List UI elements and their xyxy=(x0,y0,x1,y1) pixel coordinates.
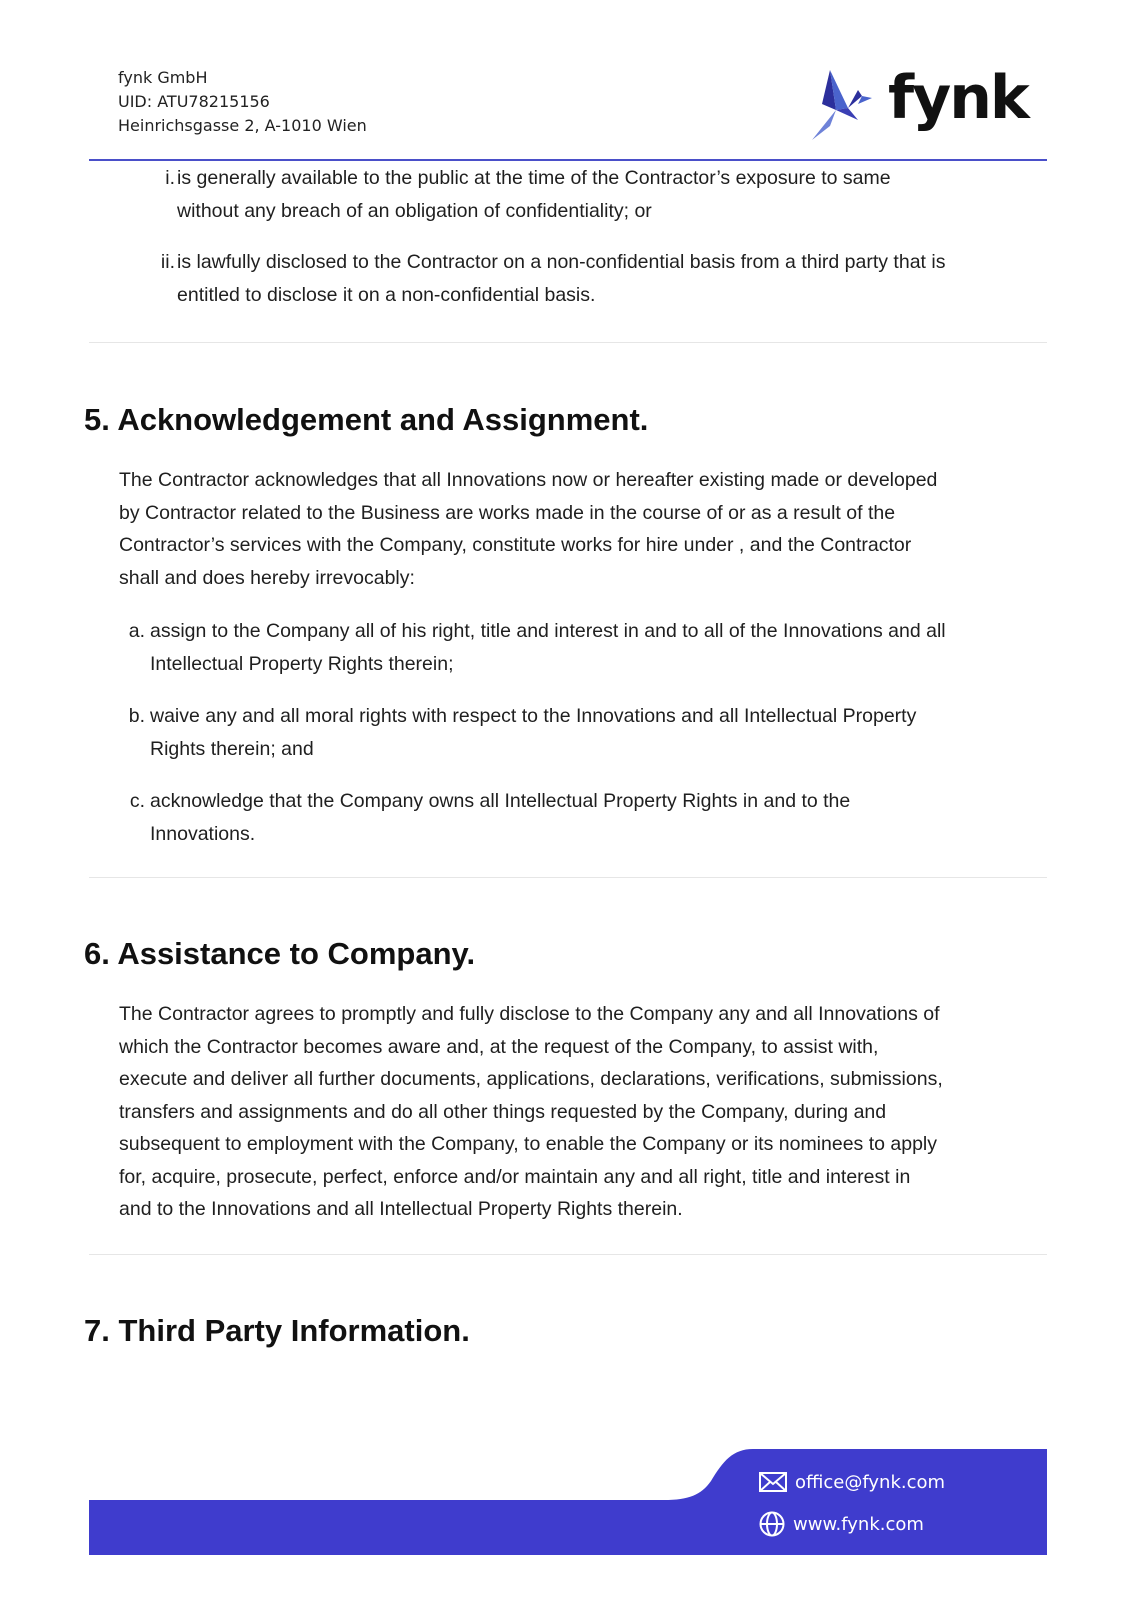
company-address: Heinrichsgasse 2, A-1010 Wien xyxy=(118,116,367,135)
section-heading: 6. Assistance to Company. xyxy=(84,936,476,971)
list-marker: i. xyxy=(165,167,175,189)
list-item-line: Rights therein; and xyxy=(150,737,314,760)
list-marker: ii. xyxy=(160,251,175,273)
section-heading: 5. Acknowledgement and Assignment. xyxy=(84,402,649,437)
section-heading: 7. Third Party Information. xyxy=(84,1313,470,1348)
footer-band xyxy=(89,1449,1047,1555)
list-item-line: waive any and all moral rights with respect to the Innovations and all Intellectual Property xyxy=(150,705,917,727)
website-text[interactable]: www.fynk.com xyxy=(793,1513,924,1535)
list-item xyxy=(150,246,1030,311)
globe-icon xyxy=(759,1511,785,1537)
paragraph-line: transfers and assignments and do all other things requested by the Company, during and xyxy=(119,1100,887,1123)
section-divider xyxy=(89,877,1047,878)
company-uid: UID: ATU78215156 xyxy=(118,92,270,111)
list-item xyxy=(120,785,1040,850)
email-text[interactable]: office@fynk.com xyxy=(795,1471,946,1493)
paragraph-line: by Contractor related to the Business are works made in the course of or as a result of the xyxy=(119,501,896,524)
footer-website[interactable] xyxy=(759,1509,924,1539)
origami-bird-icon xyxy=(808,64,880,142)
fynk-logo xyxy=(808,62,1028,142)
paragraph-line: The Contractor acknowledges that all Innovations now or hereafter existing made or developed xyxy=(119,469,938,491)
envelope-icon xyxy=(759,1472,787,1492)
list-item xyxy=(150,162,1030,227)
list-item xyxy=(120,700,1040,765)
company-address-block xyxy=(118,66,367,138)
paragraph-line: for, acquire, prosecute, perfect, enforce and/or maintain any and all right, title and interest in xyxy=(119,1165,911,1188)
list-item-line: entitled to disclose it on a non-confidential basis. xyxy=(177,283,596,306)
footer-wave-shape xyxy=(89,1449,1047,1555)
list-item-line: is lawfully disclosed to the Contractor on a non-confidential basis from a third party that is xyxy=(177,251,946,273)
footer-email[interactable] xyxy=(759,1467,945,1497)
list-item-line: Intellectual Property Rights therein; xyxy=(150,652,454,675)
list-item-line: without any breach of an obligation of confidentiality; or xyxy=(177,199,652,222)
company-name: fynk GmbH xyxy=(118,68,208,87)
list-marker: b. xyxy=(128,705,145,727)
header-rule xyxy=(89,159,1047,161)
list-item-line: acknowledge that the Company owns all Intellectual Property Rights in and to the xyxy=(150,790,851,812)
paragraph-line: shall and does hereby irrevocably: xyxy=(119,566,415,589)
section-paragraph xyxy=(119,998,1049,1226)
section-paragraph xyxy=(119,464,1039,594)
paragraph-line: Contractor’s services with the Company, constitute works for hire under , and the Contractor xyxy=(119,534,912,556)
list-item-line: Innovations. xyxy=(150,822,256,845)
section-divider xyxy=(89,1254,1047,1255)
list-item xyxy=(120,615,1040,680)
paragraph-line: subsequent to employment with the Company, to enable the Company or its nominees to apply xyxy=(119,1133,938,1155)
paragraph-line: which the Contractor becomes aware and, at the request of the Company, to assist with, xyxy=(119,1035,879,1058)
section-divider xyxy=(89,342,1047,343)
list-marker: c. xyxy=(129,790,145,812)
paragraph-line: execute and deliver all further documents, applications, declarations, verifications, submissions, xyxy=(119,1068,943,1090)
list-item-line: assign to the Company all of his right, title and interest in and to all of the Innovations and all xyxy=(150,620,946,642)
list-item-line: is generally available to the public at the time of the Contractor’s exposure to same xyxy=(177,167,891,189)
paragraph-line: and to the Innovations and all Intellectual Property Rights therein. xyxy=(119,1198,683,1220)
paragraph-line: The Contractor agrees to promptly and fully disclose to the Company any and all Innovations of xyxy=(119,1003,940,1025)
list-marker: a. xyxy=(128,620,145,642)
logo-wordmark: fynk xyxy=(888,63,1028,133)
